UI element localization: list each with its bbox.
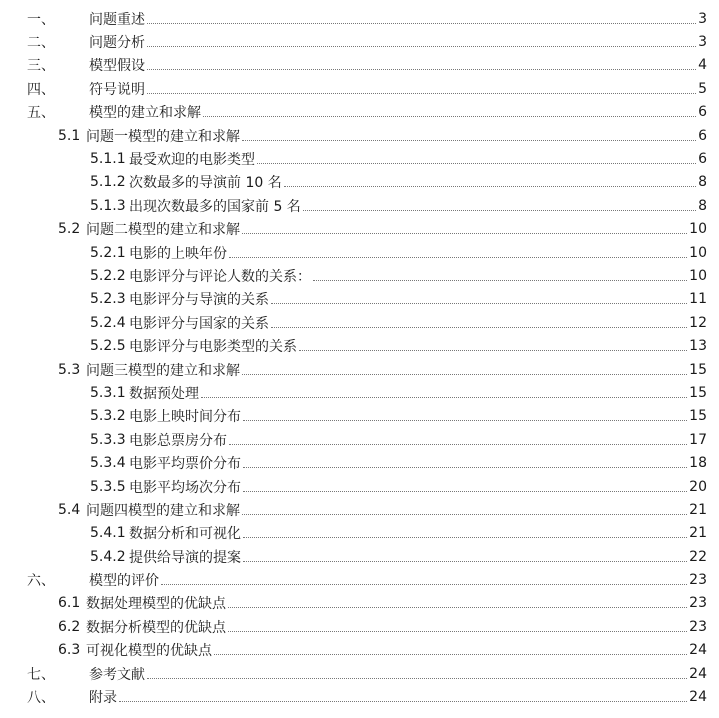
toc-entry-body — [89, 32, 707, 52]
toc-entry-title: 数据处理模型的优缺点 — [86, 596, 226, 613]
toc-entry-title: 最受欢迎的电影类型 — [129, 152, 255, 169]
toc-entry-page-number: 15 — [689, 408, 707, 425]
toc-entry[interactable] — [0, 218, 719, 241]
toc-entry[interactable] — [0, 311, 719, 334]
dot-leader — [243, 419, 687, 421]
dot-leader — [242, 232, 687, 234]
toc-entry[interactable] — [0, 194, 719, 217]
toc-entry-page-number: 18 — [689, 455, 707, 472]
toc-entry-number: 5.3.4 — [90, 455, 126, 472]
toc-entry-title: 电影评分与国家的关系 — [129, 315, 269, 332]
toc-entry-page-number: 15 — [689, 361, 707, 378]
dot-leader — [242, 373, 687, 375]
toc-entry-title: 数据预处理 — [129, 385, 199, 402]
dot-leader — [299, 349, 687, 351]
toc-entry-title: 电影评分与导演的关系 — [129, 292, 269, 309]
toc-entry-body — [89, 570, 707, 590]
toc-entry-body — [86, 126, 707, 146]
dot-leader — [228, 606, 687, 608]
dot-leader — [271, 302, 687, 304]
toc-entry-body — [129, 383, 707, 403]
toc-entry-title: 电影总票房分布 — [129, 432, 227, 449]
toc-entry-page-number: 5 — [698, 80, 707, 97]
toc-entry-body — [89, 102, 707, 122]
toc-entry-title: 电影上映时间分布 — [129, 409, 241, 426]
toc-entry-number: 5.2.5 — [90, 338, 126, 355]
dot-leader — [147, 68, 696, 70]
toc-entry-body — [129, 453, 707, 473]
toc-entry-body — [86, 593, 707, 613]
toc-entry-title: 电影平均场次分布 — [129, 479, 241, 496]
toc-entry[interactable] — [0, 592, 719, 615]
dot-leader — [147, 92, 696, 94]
toc-entry-body — [89, 79, 707, 99]
table-of-contents — [0, 7, 719, 709]
toc-entry-number: 5.3 — [58, 361, 81, 378]
toc-entry-title: 数据分析模型的优缺点 — [86, 619, 226, 636]
dot-leader — [284, 185, 696, 187]
toc-entry-number: 5.2.3 — [90, 291, 126, 308]
toc-entry-title: 问题一模型的建立和求解 — [86, 128, 240, 145]
toc-entry-title: 问题三模型的建立和求解 — [86, 362, 240, 379]
dot-leader — [214, 653, 687, 655]
toc-entry[interactable] — [0, 568, 719, 591]
toc-entry-page-number: 21 — [689, 525, 707, 542]
toc-entry-title: 电影评分与评论人数的关系： — [129, 268, 311, 285]
toc-entry-number: 5.3.5 — [90, 478, 126, 495]
toc-entry-page-number: 15 — [689, 384, 707, 401]
toc-entry[interactable] — [0, 498, 719, 521]
toc-entry[interactable] — [0, 451, 719, 474]
toc-entry-number: 6.3 — [58, 642, 81, 659]
toc-entry[interactable] — [0, 101, 719, 124]
dot-leader — [229, 443, 687, 445]
toc-entry-number: 一、 — [27, 11, 55, 28]
toc-entry-title: 出现次数最多的国家前 5 名 — [129, 198, 301, 215]
dot-leader — [243, 490, 687, 492]
toc-entry-title: 模型假设 — [89, 58, 145, 75]
toc-entry-title: 电影的上映年份 — [129, 245, 227, 262]
toc-entry-title: 次数最多的导演前 10 名 — [129, 175, 282, 192]
dot-leader — [243, 560, 687, 562]
toc-entry-number: 八、 — [27, 690, 55, 707]
toc-entry[interactable] — [0, 358, 719, 381]
toc-entry-number: 5.3.2 — [90, 408, 126, 425]
toc-entry[interactable] — [0, 124, 719, 147]
toc-entry[interactable] — [0, 7, 719, 30]
toc-entry-body — [86, 500, 707, 520]
toc-entry-number: 6.1 — [58, 595, 81, 612]
toc-entry-title: 可视化模型的优缺点 — [86, 643, 212, 660]
dot-leader — [229, 256, 687, 258]
toc-entry-number: 6.2 — [58, 618, 81, 635]
dot-leader — [147, 22, 696, 24]
toc-entry[interactable] — [0, 545, 719, 568]
toc-entry-number: 5.1 — [58, 127, 81, 144]
toc-entry[interactable] — [0, 147, 719, 170]
toc-entry-body — [89, 9, 707, 29]
toc-entry[interactable] — [0, 30, 719, 53]
toc-entry[interactable] — [0, 171, 719, 194]
toc-entry-number: 5.2 — [58, 221, 81, 238]
toc-entry[interactable] — [0, 54, 719, 77]
toc-entry-body — [129, 196, 707, 216]
toc-entry-number: 5.1.3 — [90, 197, 126, 214]
toc-entry-page-number: 21 — [689, 501, 707, 518]
toc-entry-body — [86, 640, 707, 660]
toc-entry-body — [129, 289, 707, 309]
toc-entry-title: 问题四模型的建立和求解 — [86, 502, 240, 519]
toc-entry-title: 模型的评价 — [89, 573, 159, 590]
toc-entry-title: 问题分析 — [89, 35, 145, 52]
toc-entry-title: 问题二模型的建立和求解 — [86, 222, 240, 239]
toc-entry-number: 5.2.1 — [90, 244, 126, 261]
toc-entry-number: 5.3.1 — [90, 384, 126, 401]
dot-leader — [228, 630, 687, 632]
toc-entry-number: 5.3.3 — [90, 431, 126, 448]
toc-entry-title: 提供给导演的提案 — [129, 549, 241, 566]
toc-entry-number: 5.2.4 — [90, 314, 126, 331]
toc-entry-body — [129, 313, 707, 333]
toc-entry-body — [89, 687, 707, 707]
toc-entry-title: 数据分析和可视化 — [129, 526, 241, 543]
toc-entry-title: 电影平均票价分布 — [129, 456, 241, 473]
toc-entry-body — [129, 547, 707, 567]
toc-entry-page-number: 13 — [689, 338, 707, 355]
dot-leader — [147, 677, 687, 679]
dot-leader — [243, 536, 687, 538]
toc-entry-page-number: 6 — [698, 127, 707, 144]
toc-entry-title: 参考文献 — [89, 666, 145, 683]
toc-entry-page-number: 8 — [698, 174, 707, 191]
toc-entry-title: 模型的建立和求解 — [89, 105, 201, 122]
dot-leader — [203, 115, 696, 117]
dot-leader — [242, 139, 696, 141]
toc-entry[interactable] — [0, 77, 719, 100]
dot-leader — [242, 513, 687, 515]
toc-entry[interactable] — [0, 615, 719, 638]
toc-entry-body — [129, 477, 707, 497]
toc-entry-number: 七、 — [27, 666, 55, 683]
toc-entry-number: 5.2.2 — [90, 267, 126, 284]
toc-entry[interactable] — [0, 522, 719, 545]
toc-entry-page-number: 22 — [689, 548, 707, 565]
toc-entry-body — [89, 55, 707, 75]
dot-leader — [257, 162, 696, 164]
dot-leader — [119, 700, 687, 702]
toc-entry-body — [129, 406, 707, 426]
toc-entry-body — [86, 360, 707, 380]
toc-entry-number: 六、 — [27, 573, 55, 590]
toc-entry-body — [129, 430, 707, 450]
toc-entry[interactable] — [0, 288, 719, 311]
toc-entry-body — [129, 266, 707, 286]
toc-entry-page-number: 10 — [689, 267, 707, 284]
toc-entry-page-number: 6 — [698, 151, 707, 168]
toc-entry-number: 5.4 — [58, 501, 81, 518]
toc-entry[interactable] — [0, 639, 719, 662]
toc-entry-page-number: 23 — [689, 595, 707, 612]
dot-leader — [243, 466, 687, 468]
toc-entry[interactable] — [0, 381, 719, 404]
toc-entry-page-number: 12 — [689, 314, 707, 331]
toc-entry-number: 二、 — [27, 35, 55, 52]
toc-entry-page-number: 23 — [689, 572, 707, 589]
toc-entry[interactable] — [0, 685, 719, 708]
toc-entry-page-number: 4 — [698, 57, 707, 74]
toc-entry-page-number: 20 — [689, 478, 707, 495]
dot-leader — [147, 45, 696, 47]
toc-entry-number: 五、 — [27, 105, 55, 122]
toc-entry-page-number: 17 — [689, 431, 707, 448]
toc-entry-page-number: 6 — [698, 104, 707, 121]
toc-entry-page-number: 24 — [689, 689, 707, 706]
toc-entry-number: 四、 — [27, 81, 55, 98]
toc-entry[interactable] — [0, 241, 719, 264]
toc-entry-number: 5.4.2 — [90, 548, 126, 565]
toc-entry[interactable] — [0, 662, 719, 685]
toc-entry-page-number: 3 — [698, 34, 707, 51]
toc-entry-title: 附录 — [89, 690, 117, 707]
toc-entry-page-number: 3 — [698, 10, 707, 27]
toc-entry-body — [86, 617, 707, 637]
toc-entry-number: 5.1.2 — [90, 174, 126, 191]
toc-entry-body — [129, 243, 707, 263]
toc-entry-title: 符号说明 — [89, 81, 145, 98]
toc-entry-number: 5.1.1 — [90, 151, 126, 168]
toc-entry-number: 5.4.1 — [90, 525, 126, 542]
dot-leader — [303, 209, 696, 211]
toc-entry-body — [86, 219, 707, 239]
toc-entry-body — [129, 172, 707, 192]
toc-entry-title: 问题重述 — [89, 11, 145, 28]
toc-entry[interactable] — [0, 334, 719, 357]
toc-entry[interactable] — [0, 475, 719, 498]
toc-entry-title: 电影评分与电影类型的关系 — [129, 339, 297, 356]
toc-entry-page-number: 10 — [689, 244, 707, 261]
dot-leader — [271, 326, 687, 328]
toc-entry-number: 三、 — [27, 58, 55, 75]
toc-entry-body — [129, 523, 707, 543]
toc-entry-page-number: 24 — [689, 665, 707, 682]
toc-entry-page-number: 23 — [689, 618, 707, 635]
dot-leader — [313, 279, 687, 281]
toc-entry[interactable] — [0, 264, 719, 287]
dot-leader — [161, 583, 687, 585]
toc-entry-page-number: 11 — [689, 291, 707, 308]
toc-entry-body — [89, 664, 707, 684]
dot-leader — [201, 396, 687, 398]
toc-entry-page-number: 24 — [689, 642, 707, 659]
toc-entry-body — [129, 336, 707, 356]
toc-entry-body — [129, 149, 707, 169]
toc-entry-page-number: 10 — [689, 221, 707, 238]
toc-entry[interactable] — [0, 428, 719, 451]
toc-entry-page-number: 8 — [698, 197, 707, 214]
toc-entry[interactable] — [0, 405, 719, 428]
